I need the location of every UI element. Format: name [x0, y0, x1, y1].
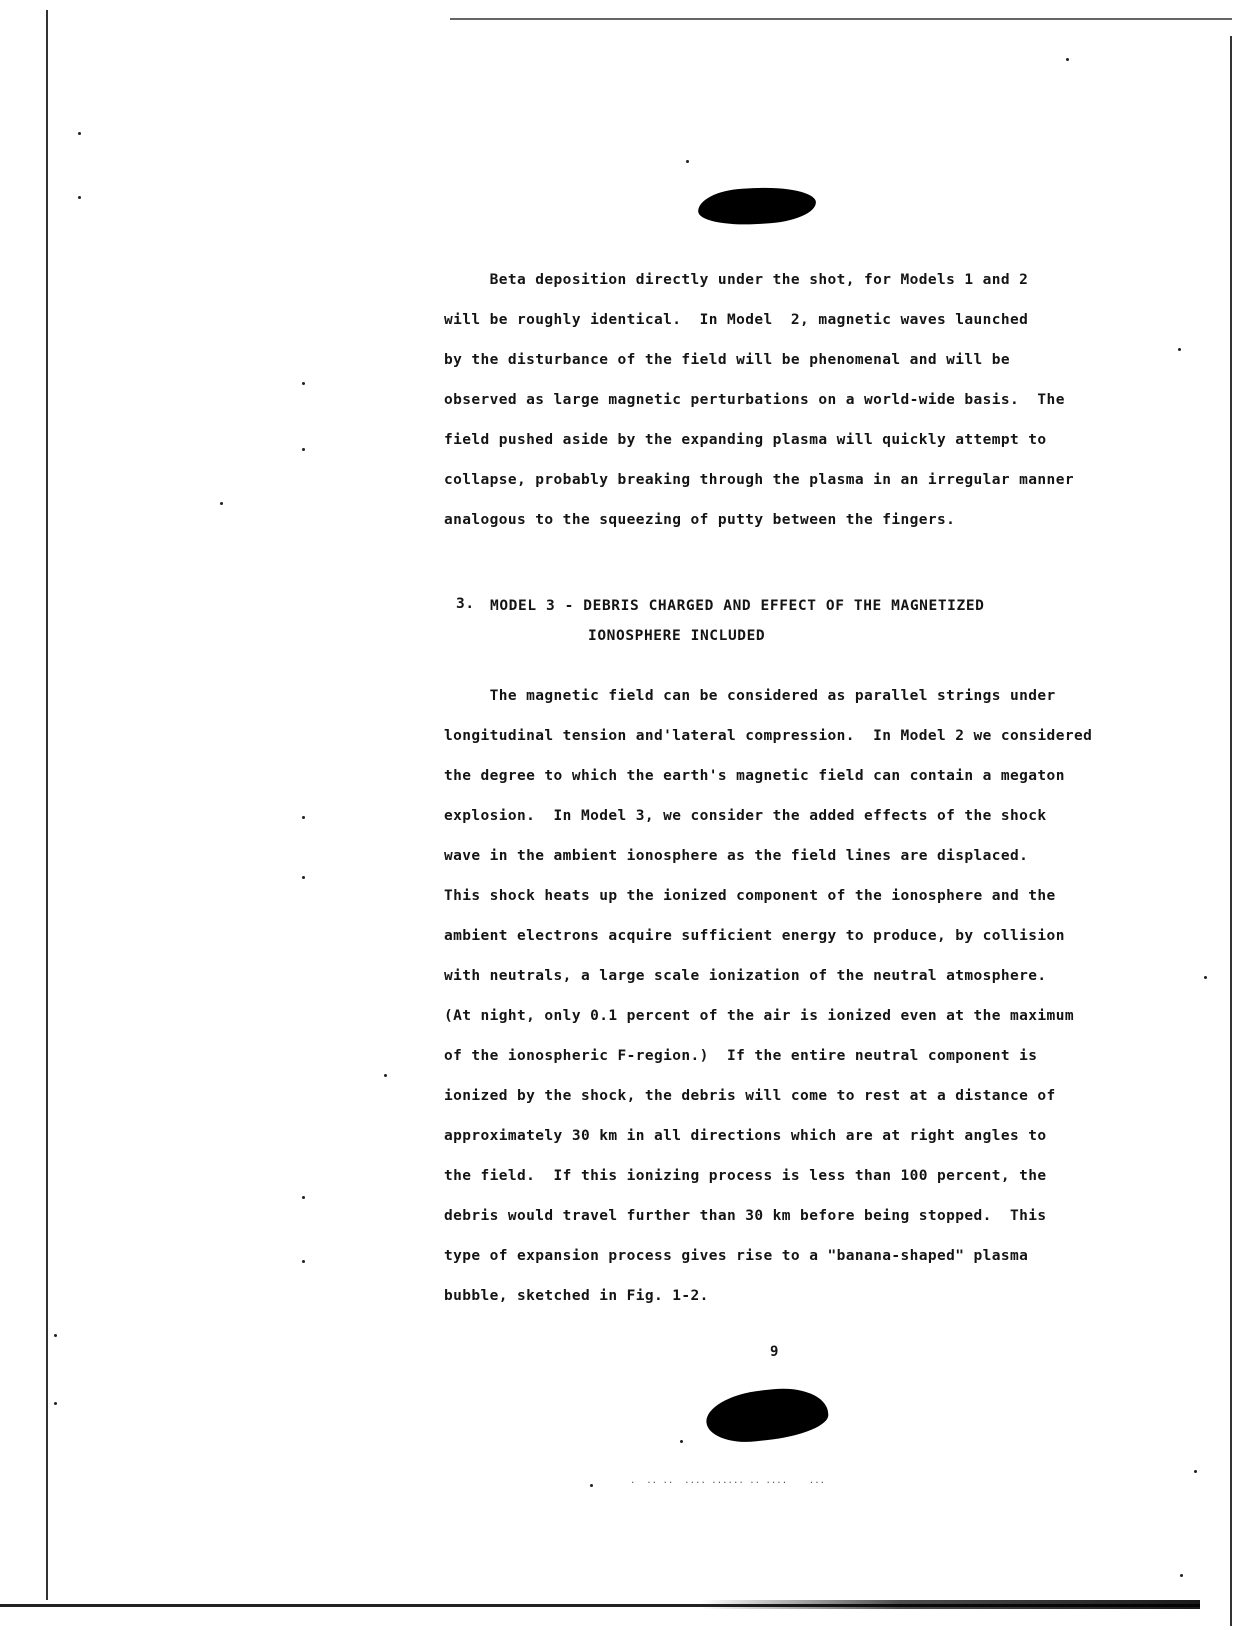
scan-speck	[220, 502, 223, 505]
paragraph-line: of the ionospheric F-region.) If the entire neutral component is	[444, 1048, 1038, 1064]
scan-speck	[1194, 1470, 1197, 1473]
scan-speck	[78, 196, 81, 199]
section-heading-line-2: IONOSPHERE INCLUDED	[588, 628, 766, 644]
paragraph-line: observed as large magnetic perturbations on a world-wide basis. The	[444, 392, 1065, 408]
scan-speck	[302, 876, 305, 879]
page-border-left	[46, 10, 48, 1600]
scan-speck	[590, 1484, 593, 1487]
paragraph-line: the field. If this ionizing process is less than 100 percent, the	[444, 1168, 1047, 1184]
paragraph-line: bubble, sketched in Fig. 1-2.	[444, 1288, 709, 1304]
paragraph-line: analogous to the squeezing of putty between the fingers.	[444, 512, 956, 528]
scan-speck	[302, 816, 305, 819]
paragraph-line: with neutrals, a large scale ionization of the neutral atmosphere.	[444, 968, 1047, 984]
scan-speck	[384, 1074, 387, 1077]
paragraph-line: by the disturbance of the field will be phenomenal and will be	[444, 352, 1011, 368]
scan-speck	[78, 132, 81, 135]
paragraph-1	[444, 272, 1144, 528]
scan-speck	[686, 160, 689, 163]
paragraph-line: ambient electrons acquire sufficient energy to produce, by collision	[444, 928, 1065, 944]
paragraph-line: The magnetic field can be considered as parallel strings under	[444, 688, 1056, 704]
scan-speck	[302, 1196, 305, 1199]
paragraph-line: type of expansion process gives rise to a "banana-shaped" plasma	[444, 1248, 1029, 1264]
section-number: 3.	[456, 596, 475, 612]
scan-speck	[302, 448, 305, 451]
page-border-right	[1230, 36, 1232, 1626]
scan-noise: . .. .. .... ...... .. .... ...	[630, 1476, 826, 1486]
paragraph-line: will be roughly identical. In Model 2, magnetic waves launched	[444, 312, 1029, 328]
paragraph-line: wave in the ambient ionosphere as the field lines are displaced.	[444, 848, 1029, 864]
paragraph-line: the degree to which the earth's magnetic field can contain a megaton	[444, 768, 1065, 784]
page-border-top	[450, 18, 1232, 20]
paragraph-line: This shock heats up the ionized component of the ionosphere and the	[444, 888, 1056, 904]
paragraph-line: collapse, probably breaking through the plasma in an irregular manner	[444, 472, 1074, 488]
redaction-mark-bottom	[704, 1384, 831, 1446]
scan-speck	[302, 382, 305, 385]
paragraph-line: (At night, only 0.1 percent of the air is ionized even at the maximum	[444, 1008, 1074, 1024]
scan-speck	[302, 1260, 305, 1263]
scan-smudge	[700, 1600, 1200, 1609]
paragraph-line: explosion. In Model 3, we consider the added effects of the shock	[444, 808, 1047, 824]
paragraph-line: field pushed aside by the expanding plasma will quickly attempt to	[444, 432, 1047, 448]
scan-speck	[1204, 976, 1207, 979]
scan-speck	[1180, 1574, 1183, 1577]
paragraph-line: ionized by the shock, the debris will come to rest at a distance of	[444, 1088, 1056, 1104]
redaction-mark-top	[697, 185, 817, 227]
paragraph-line: approximately 30 km in all directions which are at right angles to	[444, 1128, 1047, 1144]
scan-speck	[54, 1334, 57, 1337]
page-number: 9	[770, 1344, 779, 1360]
scan-speck	[680, 1440, 683, 1443]
scan-speck	[1066, 58, 1069, 61]
scan-speck	[54, 1402, 57, 1405]
section-heading-line-1: MODEL 3 - DEBRIS CHARGED AND EFFECT OF THE MAGNETIZED	[490, 598, 985, 614]
paragraph-line: Beta deposition directly under the shot, for Models 1 and 2	[444, 272, 1029, 288]
paragraph-line: debris would travel further than 30 km before being stopped. This	[444, 1208, 1047, 1224]
scan-speck	[1178, 348, 1181, 351]
paragraph-line: longitudinal tension and'lateral compression. In Model 2 we considered	[444, 728, 1093, 744]
paragraph-2	[444, 688, 1144, 1304]
